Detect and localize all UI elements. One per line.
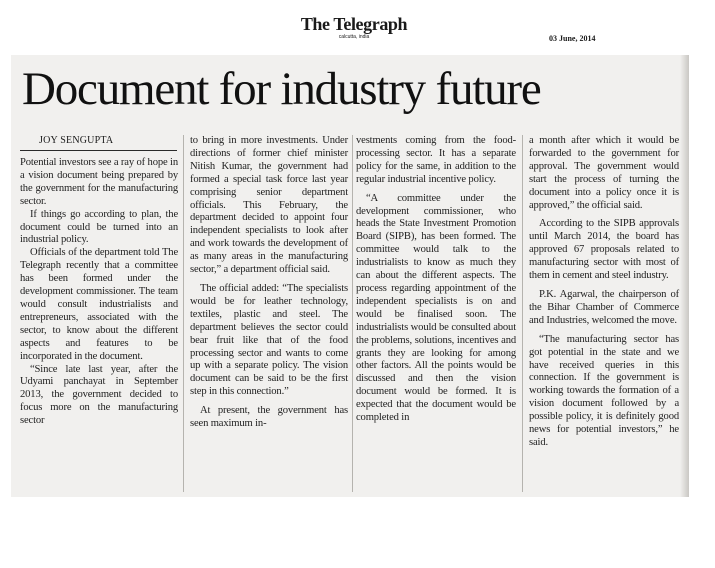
article-paragraph: to bring in more investments. Under directions of former chief minister Nitish Kumar, the government had formed a special task force last year comprising senior department officials. This February, the department decided to appoint four independent specialists to look after and work towards the development of as many areas in the manufacturing sector,” a department official said. (190, 135, 348, 276)
article-paragraph: According to the SIPB approvals until March 2014, the board has approved 67 proposals related to manufacturing sector with most of them in cement and steel industry. (529, 218, 679, 282)
article-clipping (11, 55, 689, 497)
article-paragraph: Officials of the department told The Telegraph recently that a committee has been formed under the development commissioner. The team would consult industrialists and entrepreneurs, associated with the sector, to know about the different aspects and features to be incorporated in the document. (20, 247, 178, 362)
article-column-2 (190, 135, 348, 431)
byline-rule (20, 150, 177, 151)
article-paragraph: P.K. Agarwal, the chairperson of the Bihar Chamber of Commerce and Industries, welcomed the move. (529, 288, 679, 326)
article-column-3 (356, 135, 516, 425)
newspaper-name: The Telegraph (300, 14, 408, 34)
column-divider (522, 135, 523, 492)
article-paragraph: If things go according to plan, the document could be turned into an industrial policy. (20, 208, 178, 246)
article-paragraph: “A committee under the development commissioner, who heads the State Investment Promotion Board (SIPB), has been formed. The committee would talk to the industrialists to know as much they can about the different aspects. The process regarding appointment of the independent specialists is on and would be finalised soon. The industrialists would be consulted about the problems, solutions, incentives and grants they are looking for among other factors. All the points would be discussed and then the vision document would be formed. It is expected that the document would be completed in (356, 192, 516, 424)
article-column-4 (529, 135, 679, 450)
article-paragraph: At present, the government has seen maximum in- (190, 405, 348, 430)
article-paragraph: vestments coming from the food-processing sector. It has a separate policy for the same, in addition to the regular industrial incentive policy. (356, 135, 516, 185)
newspaper-masthead (298, 14, 410, 40)
publication-date: 03 June, 2014 (549, 34, 596, 43)
article-column-1 (20, 157, 178, 428)
article-paragraph: a month after which it would be forwarded to the government for approval. The government would start the process of turning the document into a policy once it is approved,” the official said. (529, 135, 679, 211)
article-paragraph: “Since late last year, after the Udyami panchayat in September 2013, the government decided to focus more on the manufacturing sector (20, 363, 178, 427)
article-byline: JOY SENGUPTA (39, 135, 114, 146)
article-paragraph: The official added: “The specialists would be for leather technology, textiles, plastic and steel. The department believes the sector could bear fruit like that of the food processing sector and wants to come up with a separate policy. The vision document can be said to be the first step in this connection.” (190, 282, 348, 398)
article-paragraph: “The manufacturing sector has got potential in the state and we have received queries in this connection. If the government is working towards the formation of a vision document followed by a possible policy, it is definitely good news for potential investors,” he said. (529, 333, 679, 448)
newspaper-subtitle: calcutta, india (338, 34, 370, 40)
column-divider (183, 135, 184, 492)
column-divider (352, 135, 353, 492)
article-paragraph: Potential investors see a ray of hope in a vision document being prepared by the government for the manufacturing sector. (20, 157, 178, 207)
article-headline: Document for industry future (22, 63, 541, 115)
